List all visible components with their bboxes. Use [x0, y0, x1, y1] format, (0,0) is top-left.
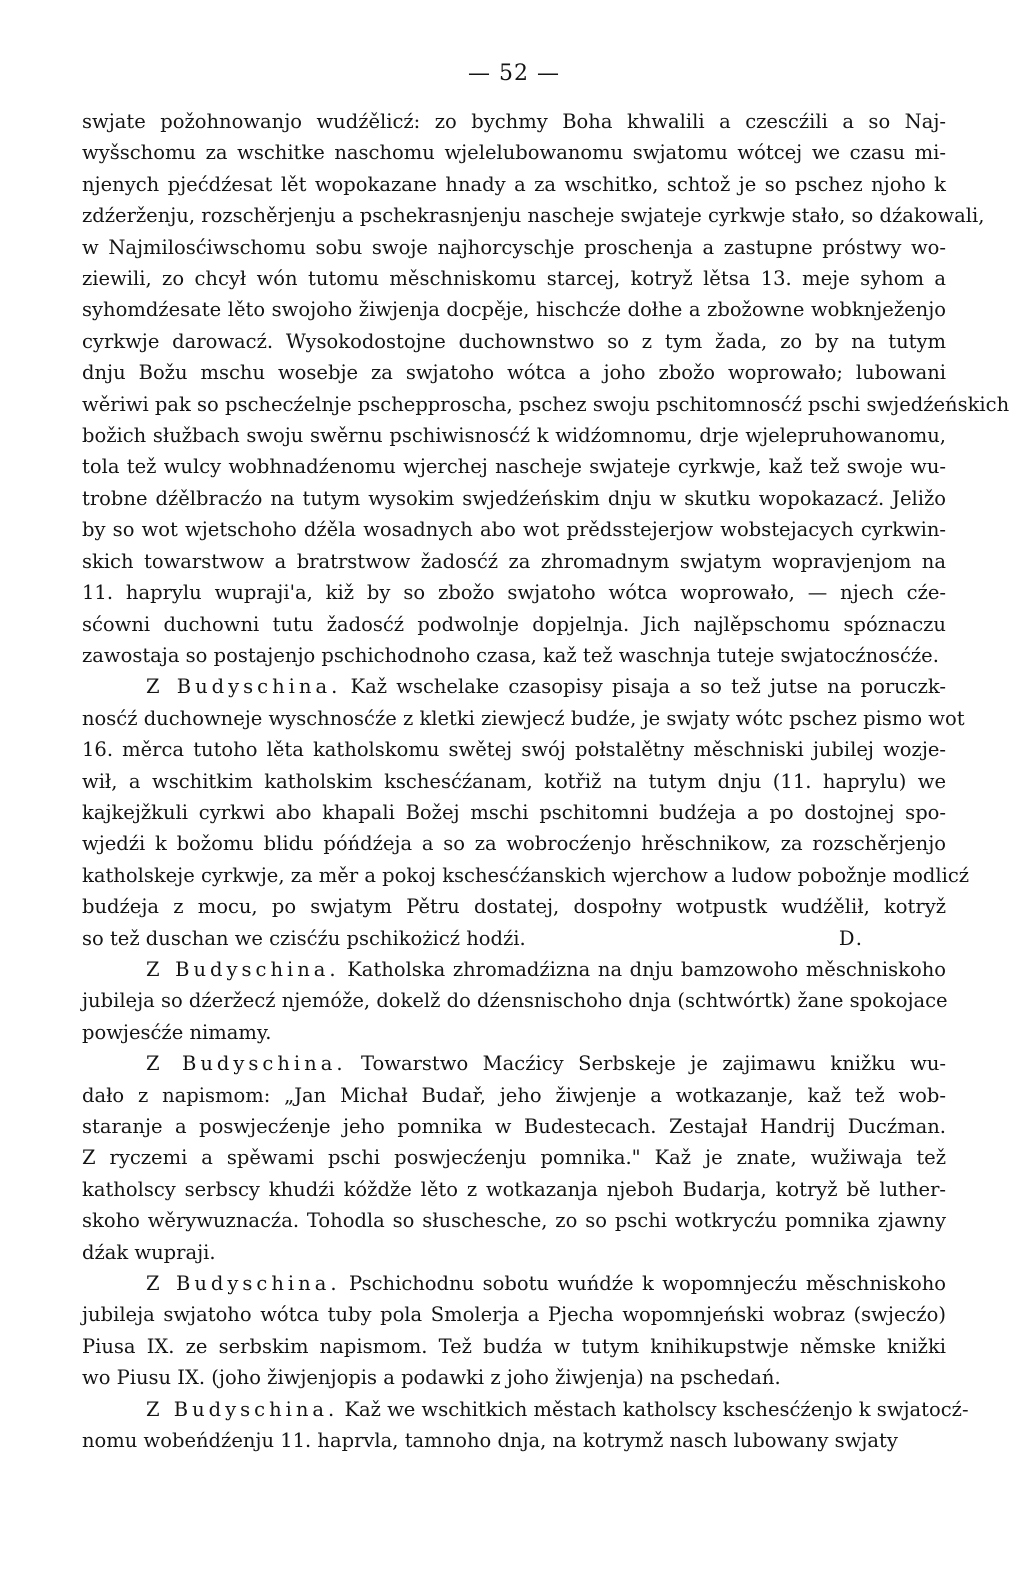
text-line — [82, 923, 946, 954]
line-text: dało z napismom: „Jan Michał Budař, jeho žiwjenje a wotkazanje, kaž tež wob- — [82, 1083, 946, 1107]
line-text: zdźerženju, rozschěrjenju a pschekrasnjenju nascheje swjateje cyrkwje stało, so dźakowali, — [82, 204, 985, 228]
news-heading: Z Budyschina. — [146, 957, 340, 981]
line-text: jubileja swjatoho wótca tuby pola Smolerja a Pjecha wopomnjeński wobraz (swjecźo) — [82, 1303, 946, 1327]
line-text: nosćź duchowneje wyschnosćźe z kletki ziewjecź budźe, je swjaty wótc pschez pismo wot — [82, 706, 965, 730]
news-heading: Z Budyschina. — [146, 1272, 341, 1296]
line-text: tola tež wulcy wobhnadźenomu wjerchej nascheje swjateje cyrkwje, kaž tež swoje wu- — [82, 455, 946, 479]
text-line — [82, 389, 1010, 420]
text-line — [82, 1017, 946, 1048]
text-line — [82, 326, 946, 357]
paragraph — [82, 1048, 946, 1268]
line-text: sćowni duchowni tutu žadosćź podwolnje dopjelnja. Jich najlěpschomu spóznaczu — [82, 612, 946, 636]
line-text: wił, a wschitkim katholskim kschesćźanam, kotřiž na tutym dnju (11. haprylu) we — [82, 769, 946, 793]
paragraph — [82, 106, 1010, 671]
paragraph — [82, 1268, 946, 1394]
text-line — [82, 797, 946, 828]
text-line — [82, 1142, 946, 1173]
line-text: cyrkwje darowacź. Wysokodostojne duchownstwo so z tym žada, zo by na tutym — [82, 329, 946, 353]
text-line — [82, 766, 946, 797]
line-text: wyšschomu za wschitke naschomu wjelelubowanomu swjatomu wótcej we czasu mi- — [82, 141, 946, 165]
line-text: 11. haprylu wupraji'a, kiž by so zbožo swjatoho wótca woprowało, — njech cźe- — [82, 581, 946, 605]
line-text: 16. měrca tutoho lěta katholskomu swětej swój połstalětny měschniski jubilej wozje- — [82, 738, 946, 762]
line-text: Piusa IX. ze serbskim napismom. Tež budźa w tutym knihikupstwje němske knižki — [82, 1334, 946, 1358]
line-text: syhomdźesate lěto swojoho žiwjenja docpěje, hischcźe dołhe a zbožowne wobknježenjo — [82, 298, 946, 322]
line-text: Towarstwo Macźicy Serbskeje je zajimawu knižku wu- — [361, 1052, 946, 1076]
text-line — [82, 106, 946, 137]
text-line — [82, 1362, 946, 1393]
line-text: Pschichodnu sobotu wuńdźe k wopomnjecźu měschniskoho — [349, 1272, 946, 1296]
line-text: wo Piusu IX. (joho žiwjenjopis a podawki z joho žiwjenja) na pschedań. — [82, 1366, 781, 1390]
line-text: njenych pjećdźesat lět wopokazane hnady a za wschitko, schtož je so pschez njoho k — [82, 172, 946, 196]
text-line — [82, 985, 946, 1016]
text-line — [82, 1425, 946, 1456]
text-line — [82, 1048, 946, 1079]
line-text: Kaž wschelake czasopisy pisaja a so tež jutse na poruczk- — [350, 675, 946, 699]
line-text: katholscy serbscy khudźi kóždže lěto z wotkazanja njeboh Budarja, kotryž bě luther- — [82, 1177, 946, 1201]
line-text: nomu wobeńdźenju 11. haprvla, tamnoho dnja, na kotrymž nasch lubowany swjaty — [82, 1429, 898, 1453]
text-line — [82, 451, 946, 482]
text-line — [82, 671, 946, 702]
text-line — [82, 169, 946, 200]
text-line — [82, 609, 946, 640]
text-line — [82, 1111, 946, 1142]
line-text: kajkejžkuli cyrkwi abo khapali Božej mschi pschitomni budźeja a po dostojnej spo- — [82, 800, 946, 824]
line-text: wjedźi k božomu blidu póńdźeja a so za wobrocźenjo hrěschnikow, za rozschěrjenjo — [82, 832, 946, 856]
text-line — [82, 860, 970, 891]
line-text: so tež duschan we czisćźu pschikożicź hodźi. — [82, 926, 526, 950]
paragraph — [82, 671, 970, 954]
line-text: Z ryczemi a spěwami pschi poswjecźenju pomnika." Kaž je znate, wužiwaja tež — [82, 1146, 946, 1170]
article-body — [82, 106, 1010, 1456]
text-line — [82, 703, 965, 734]
text-line — [82, 1394, 969, 1425]
text-line — [82, 420, 946, 451]
text-line — [82, 357, 946, 388]
text-line — [82, 232, 946, 263]
text-line — [82, 1268, 946, 1299]
line-text: Kaž we wschitkich městach katholscy kschesćźenjo k swjatocź- — [344, 1397, 969, 1421]
text-line — [82, 828, 946, 859]
text-line — [82, 263, 946, 294]
page-number: — 52 — — [468, 61, 560, 86]
line-text: božich słužbach swoju swěrnu pschiwisnosćź k widźomnomu, drje wjelepruhowanomu, — [82, 424, 946, 448]
text-line — [82, 294, 946, 325]
line-text: swjate požohnowanjo wudźělicź: zo bychmy Boha khwalili a czescźili a so Naj- — [82, 110, 946, 133]
line-text: Katholska zhromadźizna na dnju bamzowoho měschniskoho — [347, 957, 946, 981]
text-line — [82, 1205, 946, 1236]
line-text: katholskeje cyrkwje, za měr a pokoj kschesćźanskich wjerchow a ludow pobožnje modlicź — [82, 863, 970, 887]
line-text: dźak wupraji. — [82, 1240, 216, 1264]
signature: D. — [838, 926, 864, 950]
line-text: wěriwi pak so pschecźelnje pschepproscha, pschez swoju pschitomnosćź pschi swjedźeńskich — [82, 392, 1010, 416]
text-line — [82, 640, 946, 671]
line-text: skoho wěrywuznacźa. Tohodla so słuschesche, zo so pschi wotkrycźu pomnika zjawny — [82, 1209, 946, 1233]
text-line — [82, 734, 946, 765]
text-line — [82, 137, 946, 168]
page — [82, 56, 1010, 1456]
line-text: w Najmilosćiwschomu sobu swoje najhorcyschje proschenja a zastupne próstwy wo- — [82, 235, 946, 259]
line-text: staranje a poswjecźenje jeho pomnika w Budestecach. Zestajał Handrij Ducźman. — [82, 1115, 946, 1138]
text-line — [82, 546, 946, 577]
line-text: ziewili, zo chcył wón tutomu měschniskomu starcej, kotryž lětsa 13. meje syhom a — [82, 267, 946, 291]
text-line — [82, 577, 946, 608]
line-text: by so wot wjetschoho dźěla wosadnych abo wot prědsstejerjow wobstejacych cyrkwin- — [82, 518, 946, 542]
text-line — [82, 1299, 946, 1330]
text-line — [82, 483, 946, 514]
text-line — [82, 954, 946, 985]
text-line — [82, 1174, 946, 1205]
text-line — [82, 891, 946, 922]
news-heading: Z Budyschina. — [146, 1397, 339, 1421]
line-text: skich towarstwow a bratrstwow žadosćź za zhromadnym swjatym wopravjenjom na — [82, 549, 946, 573]
news-heading: Z Budyschina. — [146, 675, 342, 699]
text-line — [82, 1331, 946, 1362]
line-text: zawostaja so postajenjo pschichodnoho czasa, kaž tež waschnja tuteje swjatocźnosćźe. — [82, 643, 939, 667]
text-line — [82, 1080, 946, 1111]
paragraph — [82, 954, 946, 1048]
line-text: dnju Božu mschu wosebje za swjatoho wótca a joho zbožo woprowało; lubowani — [82, 361, 946, 385]
text-line — [82, 514, 946, 545]
text-line — [82, 200, 985, 231]
text-line — [82, 1237, 946, 1268]
news-heading: Z Budyschina. — [146, 1052, 347, 1076]
paragraph — [82, 1394, 969, 1457]
line-text: trobne dźělbracźo na tutym wysokim swjedźeńskim dnju w skutku wopokazacź. Jeližo — [82, 486, 946, 510]
line-text: powjesćźe nimamy. — [82, 1020, 272, 1044]
line-text: budźeja z mocu, po swjatym Pětru dostatej, dospołny wotpustk wudźělił, kotryž — [82, 895, 946, 919]
line-text: jubileja so dźeržecź njemóže, dokelž do dźensnischoho dnja (schtwórtk) žane spokojace — [82, 989, 948, 1013]
